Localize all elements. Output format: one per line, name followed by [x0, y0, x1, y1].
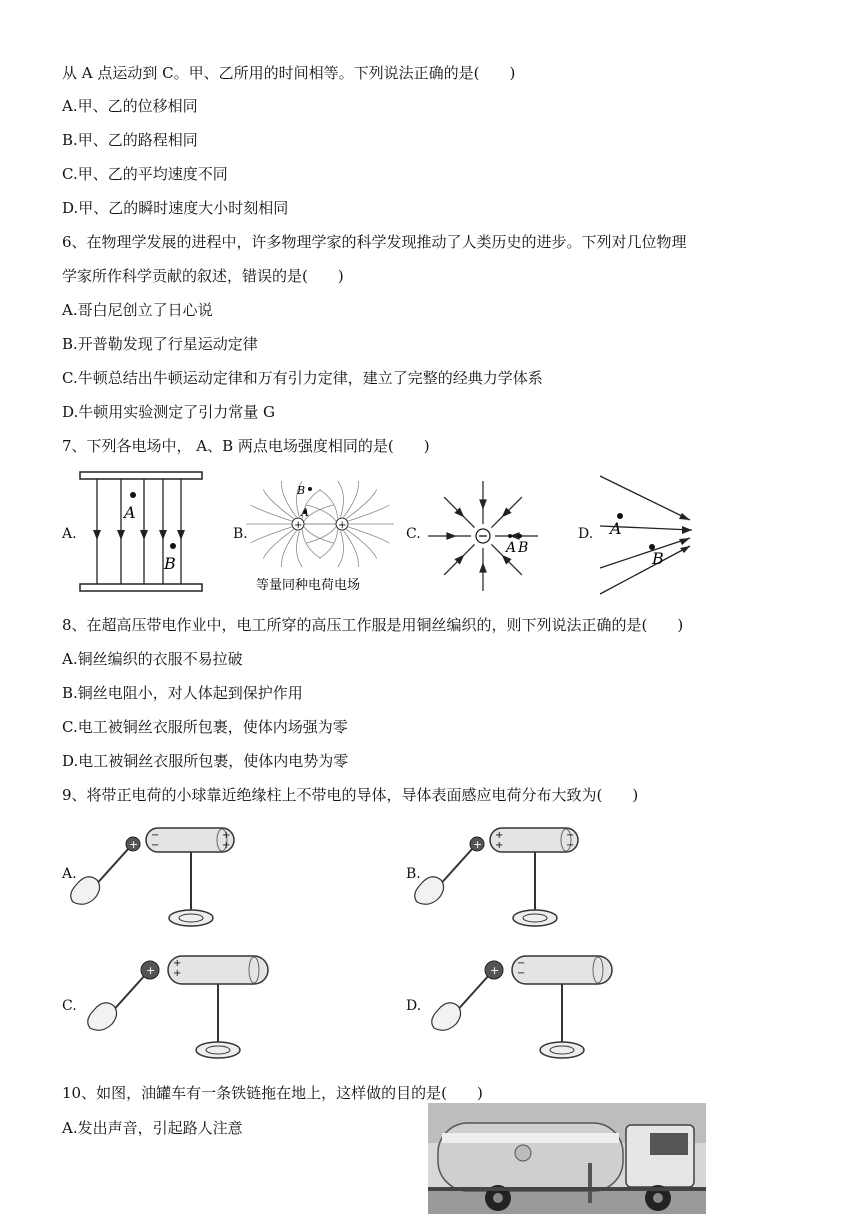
q7-figure-d [598, 470, 698, 596]
q6-option-c: C.牛顿总结出牛顿运动定律和万有引力定律，建立了完整的经典力学体系 [62, 369, 543, 387]
q8-option-d: D.电工被铜丝衣服所包裹，使体内电势为零 [62, 752, 349, 770]
svg-text:+: + [490, 964, 500, 977]
q5-option-c: C.甲、乙的平均速度不同 [62, 165, 228, 183]
svg-text:A: A [506, 540, 517, 556]
svg-text:+: + [173, 958, 182, 969]
q7-a-point-b-label: B [164, 554, 176, 573]
svg-text:+: + [222, 840, 231, 851]
q7-figure-a [80, 470, 202, 596]
q7-label-a: A. [62, 526, 77, 542]
q10-stem: 10、如图，油罐车有一条铁链拖在地上，这样做的目的是( ) [62, 1084, 483, 1102]
svg-text:+: + [495, 830, 504, 841]
svg-text:+: + [129, 838, 139, 851]
q5-stem-tail: 从 A 点运动到 C。甲、乙所用的时间相等。下列说法正确的是( ) [62, 64, 516, 82]
svg-text:+: + [294, 520, 303, 531]
svg-text:B: B [297, 484, 306, 497]
q8-stem: 8、在超高压带电作业中，电工所穿的高压工作服是用铜丝编织的，则下列说法正确的是( ) [62, 616, 684, 634]
q9-label-b: B. [406, 866, 421, 882]
q5-option-d: D.甲、乙的瞬时速度大小时刻相同 [62, 199, 289, 217]
q6-stem-line2: 学家所作科学贡献的叙述，错误的是( ) [62, 267, 344, 285]
svg-text:−: − [566, 840, 575, 851]
svg-text:+: + [173, 968, 182, 979]
q9-label-d: D. [406, 998, 422, 1014]
q6-option-d: D.牛顿用实验测定了引力常量 G [62, 403, 276, 421]
svg-text:A: A [301, 506, 309, 519]
q9-label-a: A. [62, 866, 77, 882]
svg-text:A: A [610, 519, 622, 538]
q9-figure-b [420, 824, 590, 924]
svg-text:−: − [151, 840, 160, 851]
q7-label-c: C. [406, 526, 421, 542]
q7-stem: 7、下列各电场中， A、B 两点电场强度相同的是( ) [62, 437, 430, 455]
svg-text:−: − [517, 968, 526, 979]
q9-label-c: C. [62, 998, 77, 1014]
q7-label-b: B. [233, 526, 248, 542]
q7-a-point-a-label: A [124, 503, 136, 522]
svg-text:−: − [517, 958, 526, 969]
q7-figure-b [248, 472, 398, 596]
q9-figure-a [76, 824, 246, 924]
q9-stem: 9、将带正电荷的小球靠近绝缘柱上不带电的导体，导体表面感应电荷分布大致为( ) [62, 786, 639, 804]
svg-text:+: + [495, 840, 504, 851]
svg-text:+: + [222, 830, 231, 841]
q7-figure-b-caption: 等量同种电荷电场 [256, 578, 361, 593]
svg-text:−: − [566, 830, 575, 841]
q5-option-a: A.甲、乙的位移相同 [62, 97, 198, 115]
oil-tanker-truck-photo [428, 1103, 706, 1214]
svg-text:−: − [151, 830, 160, 841]
q9-figure-c [80, 950, 280, 1060]
q6-stem-line1: 6、在物理学发展的进程中，许多物理学家的科学发现推动了人类历史的进步。下列对几位物理 [62, 233, 687, 251]
q6-option-b: B.开普勒发现了行星运动定律 [62, 335, 258, 353]
q5-option-b: B.甲、乙的路程相同 [62, 131, 198, 149]
q7-label-d: D. [578, 526, 594, 542]
svg-text:+: + [473, 838, 483, 851]
q10-option-a: A.发出声音，引起路人注意 [62, 1119, 243, 1137]
svg-text:+: + [338, 520, 347, 531]
q8-option-c: C.电工被铜丝衣服所包裹，使体内场强为零 [62, 718, 348, 736]
q6-option-a: A.哥白尼创立了日心说 [62, 301, 213, 319]
svg-text:+: + [146, 964, 156, 977]
q8-option-b: B.铜丝电阻小，对人体起到保护作用 [62, 684, 303, 702]
svg-text:B: B [652, 549, 664, 568]
q9-figure-d [424, 950, 624, 1060]
svg-text:B: B [518, 540, 529, 556]
q7-figure-c [428, 476, 542, 594]
q8-option-a: A.铜丝编织的衣服不易拉破 [62, 650, 243, 668]
